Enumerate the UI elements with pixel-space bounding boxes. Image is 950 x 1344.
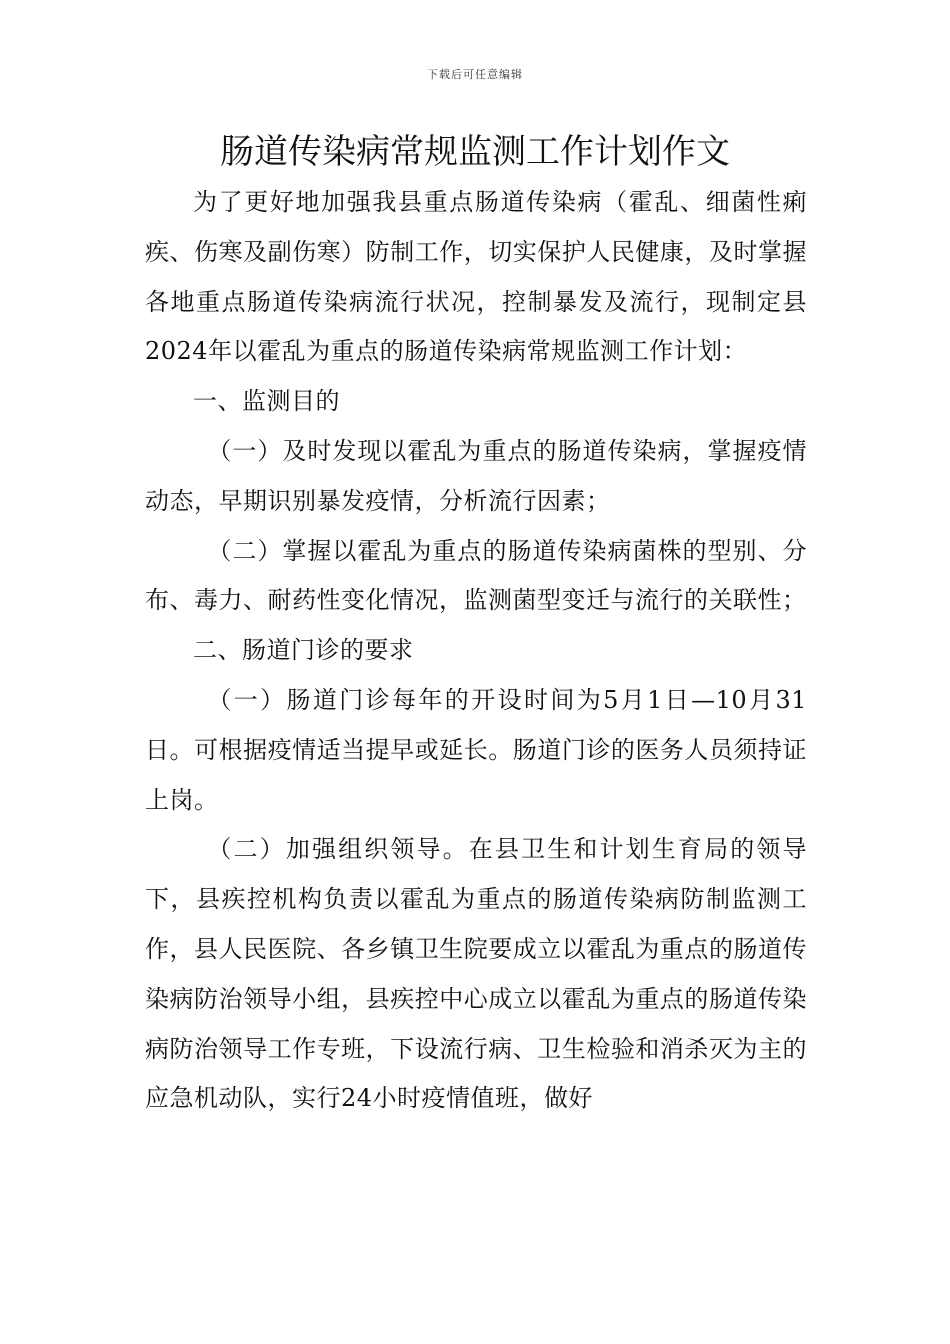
section2-item2-paragraph: （二）加强组织领导。在县卫生和计划生育局的领导下，县疾控机构负责以霍乱为重点的肠道传染病防制监测工作，县人民医院、各乡镇卫生院要成立以霍乱为重点的肠道传染病防治领导小组，县疾控中心成立以霍乱为重点的肠道传染病防治领导工作专班，下设流行病、卫生检验和消杀灭为主的应急机动队，实行24小时疫情值班，做好 (145, 835, 807, 1113)
intro-paragraph: 为了更好地加强我县重点肠道传染病（霍乱、细菌性痢疾、伤寒及副伤寒）防制工作，切实保护人民健康，及时掌握各地重点肠道传染病流行状况，控制暴发及流行，现制定县2024年以霍乱为重点的肠道传染病常规监测工作计划： (145, 188, 807, 366)
section-heading-monitoring-purpose: 一、监测目的 (193, 387, 340, 416)
section2-item1-paragraph: （一）肠道门诊每年的开设时间为5月1日—10月31日。可根据疫情适当提早或延长。肠道门诊的医务人员须持证上岗。 (145, 685, 807, 814)
section-heading-clinic-requirements: 二、肠道门诊的要求 (193, 636, 414, 665)
document-title: 肠道传染病常规监测工作计划作文 (220, 132, 730, 172)
section1-item2-paragraph: （二）掌握以霍乱为重点的肠道传染病菌株的型别、分布、毒力、耐药性变化情况，监测菌型变迁与流行的关联性； (145, 536, 807, 615)
document-body (145, 178, 807, 1124)
section1-item1-paragraph: （一）及时发现以霍乱为重点的肠道传染病，掌握疫情动态，早期识别暴发疫情，分析流行因素； (145, 436, 807, 515)
header-note: 下载后可任意编辑 (427, 68, 523, 81)
